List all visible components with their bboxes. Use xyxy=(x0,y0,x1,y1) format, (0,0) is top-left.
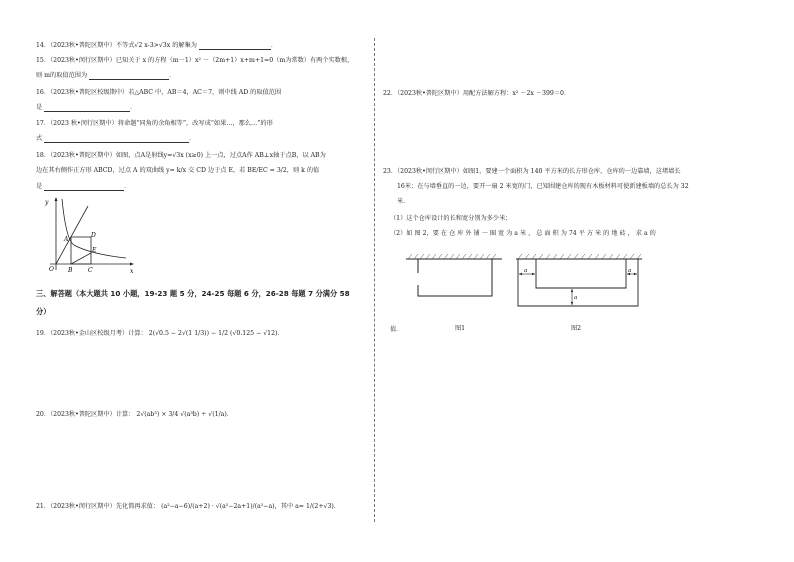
label-A: A xyxy=(64,236,69,243)
label-a-right: a xyxy=(628,268,632,274)
question-16-line1: 16．（2023秋•普陀区校级期中）若△ABC 中，AB＝4，AC＝7，则中线 AD 的取值范围 xyxy=(36,89,282,96)
question-18-line3: 是 ． xyxy=(36,183,131,190)
label-y: y xyxy=(45,199,49,206)
x-axis-arrow xyxy=(130,263,134,266)
ray-y-sqrt3x xyxy=(56,206,88,264)
label-a-bottom: a xyxy=(574,295,578,301)
label-x: x xyxy=(130,268,134,274)
section-heading: 三、解答题（本大题共 10 小题，19-23 题 5 分，24-25 每题 6 分，26-28 每题 7 分满分 58 xyxy=(36,289,350,298)
question-17-line1: 17．（2023 秋•闵行区期中）将命题“同角的余角相等”，改写成“如果…，那么…”的形 xyxy=(36,120,273,127)
figure-1-caption: 图1 xyxy=(455,325,466,332)
question-23-line3: 米． xyxy=(397,198,410,205)
question-21: 21．（2023秋•闵行区期中）先化简再求值： (a²−a−6)/(a+2) · √(a²−2a+1)/(a²−a)，其中 a= 1/(2+√3)． xyxy=(36,503,340,510)
warehouse-figure-1 xyxy=(404,252,504,302)
wall-hatching xyxy=(518,254,641,259)
warehouse-inner-border xyxy=(536,259,626,288)
segment-BE xyxy=(71,253,91,264)
question-23-line1: 23．（2023秋•闵行区期中）如图1，要建一个面积为 140 平方米的长方形仓库，仓库的一边靠墙，这堵墙长 xyxy=(383,168,681,175)
question-23-sub1: （1）这个仓库设计的长和宽分别为多少米； xyxy=(390,215,512,222)
figure-2-caption: 图2 xyxy=(571,325,582,332)
question-14: 14．（2023秋•普陀区期中）不等式√2 x-3>√3x 的解集为 ． xyxy=(36,42,278,49)
question-18-line2: 边在其右侧作正方形 ABCD，过点 A 的双曲线 y= k/x 交 CD 边于点 E，若 BE/EC = 3/2，则 k 的值 xyxy=(36,167,320,174)
answer-blank[interactable] xyxy=(199,42,271,50)
question-23-sub2-end: 值． xyxy=(390,326,403,333)
label-D: D xyxy=(91,232,96,239)
section-heading-cont: 分） xyxy=(36,307,51,316)
answer-blank[interactable] xyxy=(89,72,169,80)
question-17-line2: 式 ． xyxy=(36,135,196,142)
page-divider xyxy=(374,38,375,522)
hyperbola-square-figure xyxy=(44,196,136,274)
wall-hatching xyxy=(408,254,496,259)
question-15-line2: 则 m的取值范围为 ． xyxy=(36,72,176,79)
label-O: O xyxy=(49,266,54,273)
question-23-sub2: （2）如 图 2，要 在 仓 库 外 铺 一 圈 宽 为 a 米 ， 总 面 积 为 74 平 方 米 的 地 砖 ， 求 a 的 xyxy=(390,230,656,237)
label-B: B xyxy=(68,267,73,274)
label-C: C xyxy=(88,267,93,274)
question-22: 22．（2023秋•普陀区期中）用配方法解方程：x² －2x －399＝0． xyxy=(383,90,571,97)
question-23-line2: 16米；在与墙垂直的一边，要开一扇 2 米宽的门，已知围建仓库的现有木板材料可使新建板墙的总长为 32 xyxy=(397,183,689,190)
question-18-line1: 18．（2023秋•普陀区期中）如图，点A是射线y=√3x (x≥0) 上一点，过点A作 AB⊥x轴于点B，以 AB为 xyxy=(36,152,326,159)
question-19: 19．（2023秋•金山区校级月考）计算： 2(√0.5 − 2√(1 1/3)) − 1/2 (√0.125 − √12)． xyxy=(36,330,284,337)
answer-blank[interactable] xyxy=(44,183,124,191)
warehouse-figure-2 xyxy=(514,252,644,310)
y-axis-arrow xyxy=(55,197,58,201)
answer-blank[interactable] xyxy=(44,104,130,112)
label-E: E xyxy=(92,247,97,254)
answer-blank[interactable] xyxy=(44,135,189,143)
label-a-left: a xyxy=(524,268,528,274)
question-15-line1: 15．（2023秋•闵行区期中）已知关于 x 的方程（m－1）x² －（2m+1）x+m+1=0（m为常数）有两个实数根， xyxy=(36,57,354,64)
question-16-line2: 是 ． xyxy=(36,104,137,111)
question-20: 20．（2023秋•普陀区期中）计算： 2√(ab³) × 3/4 √(a³b) ÷ √(1/a)． xyxy=(36,411,233,418)
warehouse-boards xyxy=(418,259,492,296)
